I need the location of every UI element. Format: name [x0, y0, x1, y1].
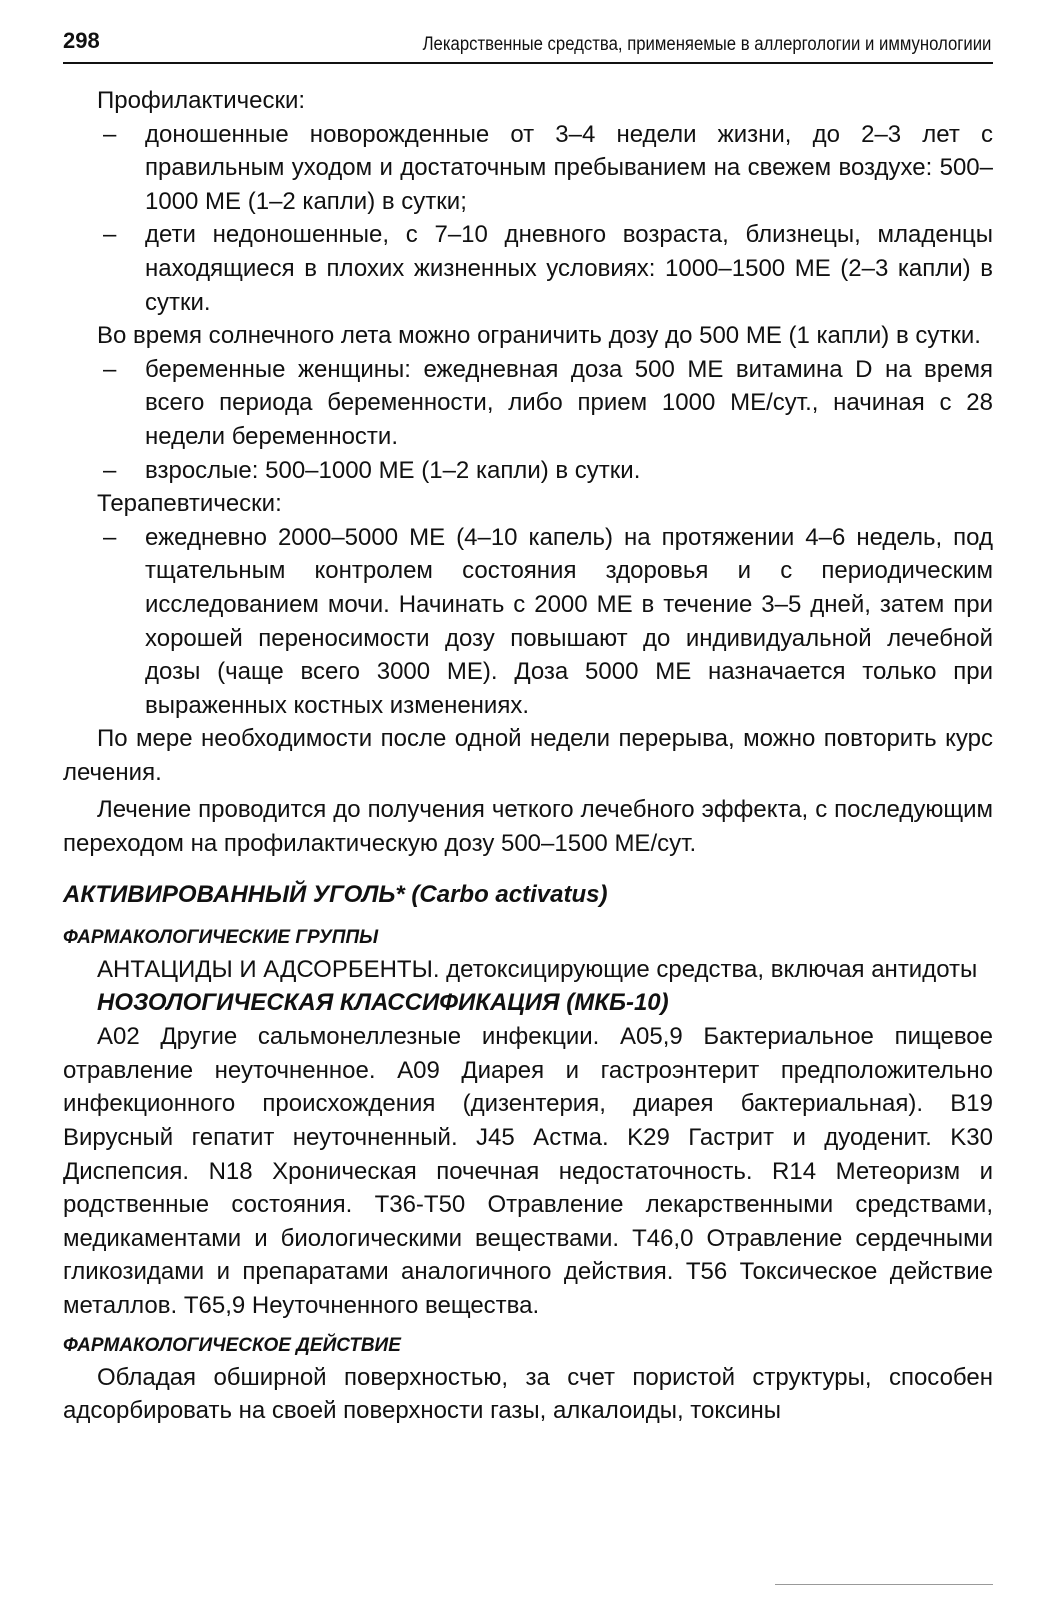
page-header [63, 28, 993, 64]
list-item-text: беременные женщины: ежедневная доза 500 МЕ витамина D на время всего периода беременности, либо прием 1000 МЕ/сут., начиная с 28 недели беременности. [145, 355, 993, 450]
pharm-groups-heading: ФАРМАКОЛОГИЧЕСКИЕ ГРУППЫ [63, 926, 379, 948]
continue-note: Лечение проводится до получения четкого лечебного эффекта, с последующим переходом на профилактическую дозу 500–1500 МЕ/сут. [63, 796, 993, 858]
list-item [63, 521, 993, 723]
list-item-text: ежедневно 2000–5000 МЕ (4–10 капель) на протяжении 4–6 недель, под тщательным контролем состояния здоровья и с периодическим исследованием мочи. Начинать с 2000 МЕ в течение 3–5 дней, затем при хорошей переносимости дозу повышают до индивидуальной лечебной дозы (чаще всего 3000 МЕ). Доза 5000 МЕ назначается только при выраженных костных изменениях. [145, 523, 993, 719]
list-item [63, 353, 993, 454]
dash-marker: – [103, 120, 117, 148]
dash-marker: – [103, 456, 117, 484]
summer-note: Во время солнечного лета можно ограничить дозу до 500 МЕ (1 капли) в сутки. [97, 322, 981, 350]
list-item-text: доношенные новорожденные от 3–4 недели жизни, до 2–3 лет с правильным уходом и достаточным пребыванием на свежем воздухе: 500–1000 МЕ (1–2 капли) в сутки; [145, 120, 993, 215]
dash-marker: – [103, 355, 117, 383]
repeat-note: По мере необходимости после одной недели перерыва, можно повторить курс лечения. [63, 725, 993, 786]
running-title: Лекарственные средства, применяемые в аллергологии и иммунологиии [422, 34, 991, 55]
page-number: 298 [63, 28, 100, 53]
prophylaxis-list-2 [63, 353, 993, 487]
list-item-text: взрослые: 500–1000 МЕ (1–2 капли) в сутки. [145, 456, 641, 484]
therapy-list [63, 521, 993, 723]
drug-title: АКТИВИРОВАННЫЙ УГОЛЬ* (Carbo activatus) [63, 880, 608, 908]
nosology-heading: НОЗОЛОГИЧЕСКАЯ КЛАССИФИКАЦИЯ (МКБ-10) [97, 989, 669, 1017]
dash-marker: – [103, 221, 117, 249]
action-heading: ФАРМАКОЛОГИЧЕСКОЕ ДЕЙСТВИЕ [63, 1334, 401, 1356]
pharm-groups-text: АНТАЦИДЫ И АДСОРБЕНТЫ. детоксицирующие средства, включая антидоты [97, 955, 978, 983]
prophylaxis-label: Профилактически: [97, 87, 306, 114]
therapy-label: Терапевтически: [97, 490, 282, 518]
footer-rule [775, 1584, 993, 1585]
nosology-text: A02 Другие сальмонеллезные инфекции. A05,9 Бактериальное пищевое отравление неуточненное. A09 Диарея и гастроэнтерит предположительно инфекционного происхождения (дизентерия, диарея бактериальная). B19 Вирусный гепатит неуточненный. J45 Астма. K29 Гастрит и дуоденит. K30 Диспепсия. N18 Хроническая почечная недостаточность. R14 Метеоризм и родственные состояния. T36-T50 Отравление лекарственными средствами, медикаментами и биологическими веществами. T46,0 Отравление сердечными гликозидами и препаратами аналогичного действия. T56 Токсическое действие металлов. T65,9 Неуточненного вещества. [63, 1023, 993, 1319]
prophylaxis-list [63, 118, 993, 320]
list-item-text: дети недоношенные, с 7–10 дневного возраста, близнецы, младенцы находящиеся в плохих жизненных условиях: 1000–1500 МЕ (2–3 капли) в сутки. [145, 221, 993, 316]
action-text: Обладая обширной поверхностью, за счет пористой структуры, способен адсорбировать на своей поверхности газы, алкалоиды, токсины [63, 1363, 993, 1425]
list-item [63, 118, 993, 219]
dash-marker: – [103, 523, 117, 551]
list-item [63, 454, 993, 488]
list-item [63, 218, 993, 319]
page-body [63, 84, 993, 1428]
